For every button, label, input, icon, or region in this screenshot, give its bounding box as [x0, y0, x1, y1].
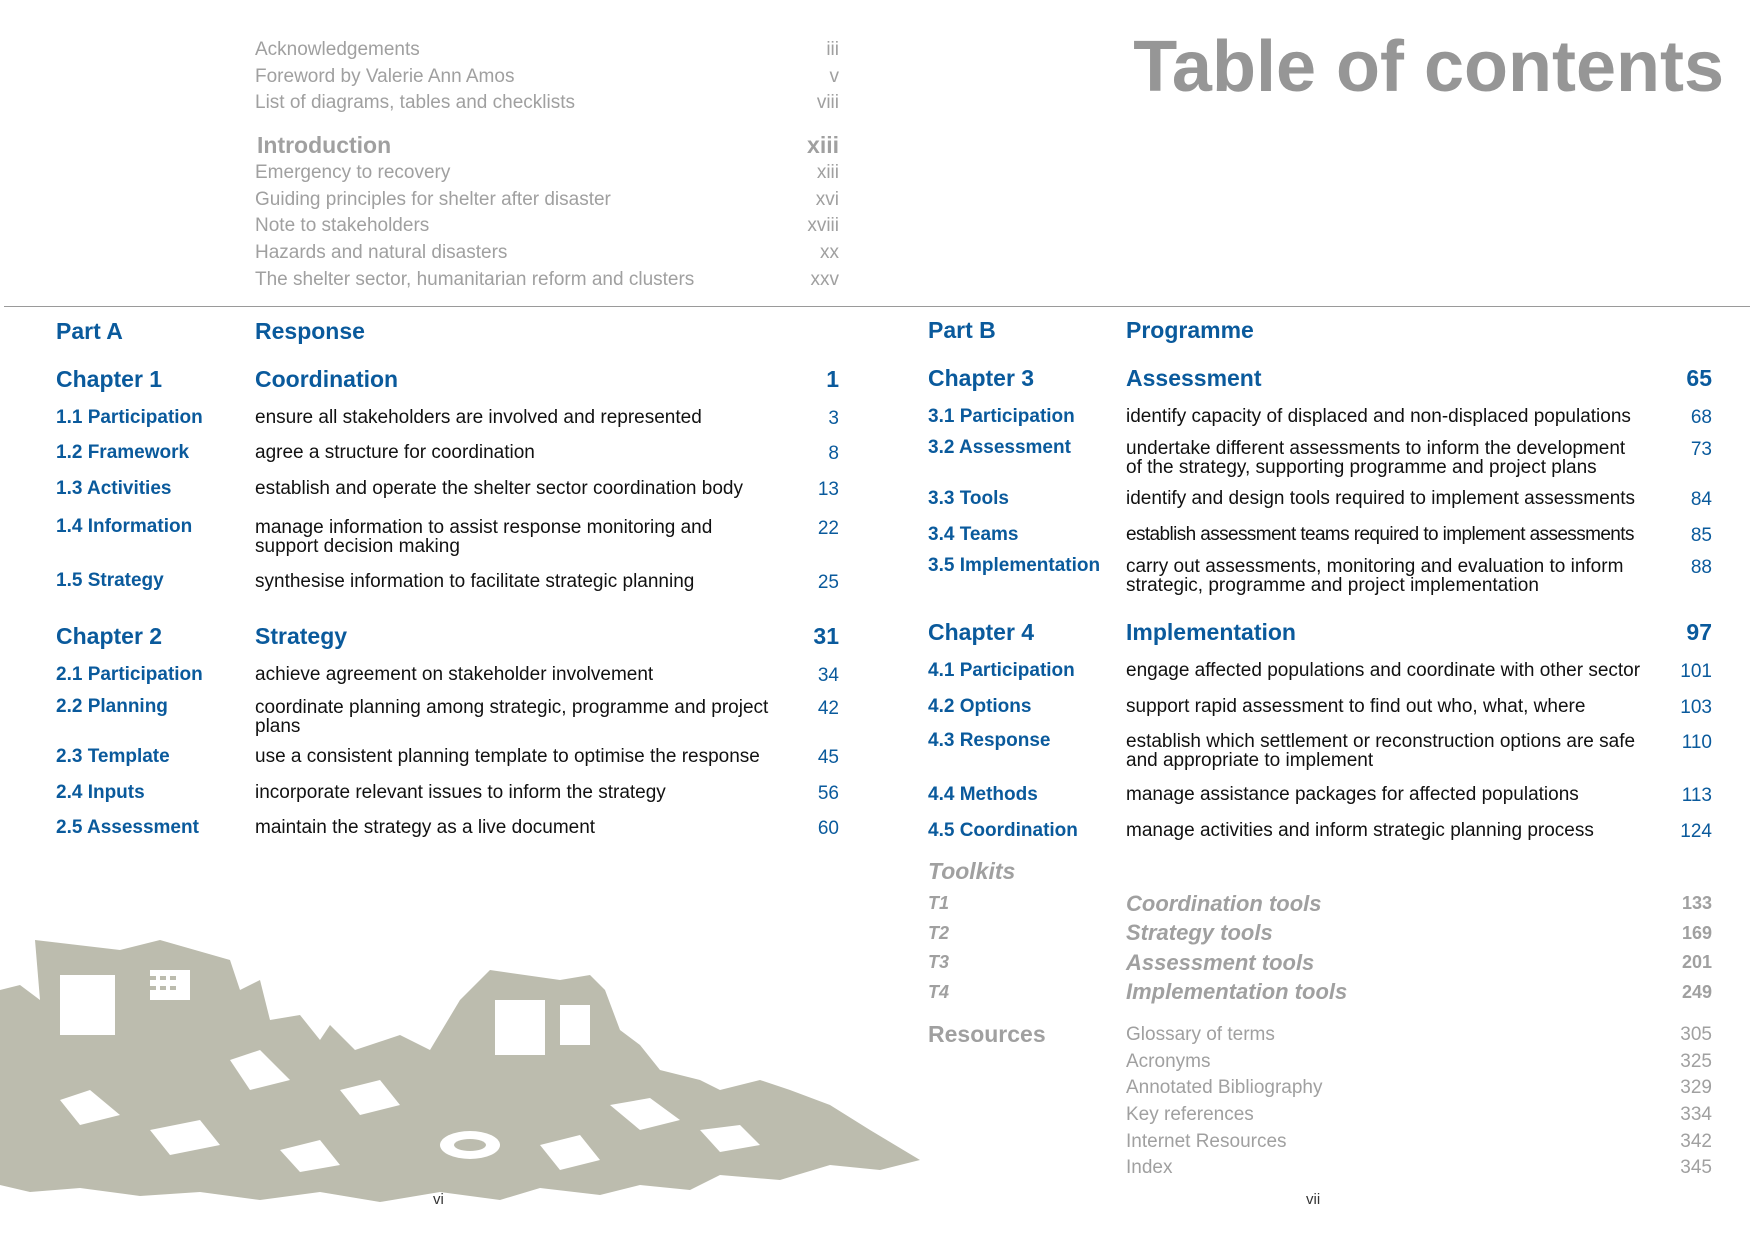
toolkit-t4-name[interactable]: Implementation tools: [1126, 979, 1348, 1004]
section-2-5-desc: maintain the strategy as a live document: [255, 817, 596, 838]
chapter-2-name[interactable]: Strategy: [255, 623, 348, 649]
section-4-3-label[interactable]: 4.3 Response: [928, 730, 1051, 751]
toc-page-shelter-sector: xxv: [810, 269, 839, 290]
chapter-3-label: Chapter 3: [928, 365, 1035, 391]
section-4-1-desc: engage affected populations and coordinate with other sector: [1126, 660, 1641, 681]
chapter-1-name[interactable]: Coordination: [255, 366, 399, 392]
section-3-2-desc: undertake different assessments to inform the development of the strategy, supporting programme and project plans: [1126, 438, 1626, 478]
resource-internet-resources[interactable]: Internet Resources: [1126, 1131, 1287, 1152]
toc-page-emergency-to-recovery: xiii: [816, 162, 839, 183]
chapter-2-label: Chapter 2: [56, 623, 163, 649]
section-2-1-desc: achieve agreement on stakeholder involvement: [255, 664, 654, 685]
resource-glossary[interactable]: Glossary of terms: [1126, 1024, 1275, 1045]
resource-annotated-bibliography[interactable]: Annotated Bibliography: [1126, 1077, 1323, 1098]
section-3-5-page: 88: [1690, 557, 1712, 578]
section-4-5-label[interactable]: 4.5 Coordination: [928, 820, 1078, 841]
section-3-2-page: 73: [1690, 439, 1712, 460]
page-number-right: vii: [1306, 1191, 1321, 1208]
toc-entry-shelter-sector[interactable]: The shelter sector, humanitarian reform and clusters: [255, 269, 695, 290]
resource-glossary-page: 305: [1680, 1024, 1712, 1045]
resource-index[interactable]: Index: [1126, 1157, 1173, 1178]
toc-page-acknowledgements: iii: [826, 39, 839, 60]
toolkit-t2-code: T2: [928, 923, 950, 943]
toolkit-t2-name[interactable]: Strategy tools: [1126, 920, 1273, 945]
resource-index-page: 345: [1680, 1157, 1712, 1178]
section-4-2-label[interactable]: 4.2 Options: [928, 696, 1032, 717]
toc-entry-guiding-principles[interactable]: Guiding principles for shelter after disaster: [255, 189, 611, 210]
section-3-4-label[interactable]: 3.4 Teams: [928, 524, 1019, 545]
section-4-2-desc: support rapid assessment to find out who, what, where: [1126, 696, 1586, 717]
toolkit-t1-page: 133: [1681, 893, 1712, 913]
section-3-2-label[interactable]: 3.2 Assessment: [928, 437, 1071, 458]
resource-annotated-bibliography-page: 329: [1680, 1077, 1712, 1098]
section-3-3-desc: identify and design tools required to implement assessments: [1126, 488, 1636, 509]
part-a-name[interactable]: Response: [255, 318, 365, 344]
section-1-2-desc: agree a structure for coordination: [255, 442, 535, 463]
section-4-4-page: 113: [1681, 785, 1712, 806]
divider-rule: [4, 306, 1750, 307]
section-3-1-page: 68: [1690, 407, 1712, 428]
section-1-1-page: 3: [828, 408, 839, 429]
section-2-4-desc: incorporate relevant issues to inform the strategy: [255, 782, 666, 803]
section-1-3-page: 13: [817, 479, 839, 500]
section-1-2-page: 8: [828, 443, 839, 464]
toolkit-t1-code: T1: [928, 893, 950, 913]
section-1-3-label[interactable]: 1.3 Activities: [56, 478, 172, 499]
section-2-5-label[interactable]: 2.5 Assessment: [56, 817, 199, 838]
chapter-3-page: 65: [1686, 365, 1712, 391]
section-1-4-page: 22: [817, 518, 839, 539]
chapter-2-page: 31: [813, 623, 839, 649]
section-2-5-page: 60: [817, 818, 839, 839]
chapter-4-page: 97: [1686, 619, 1712, 645]
introduction-heading[interactable]: Introduction: [257, 132, 392, 158]
section-3-3-label[interactable]: 3.3 Tools: [928, 488, 1009, 509]
section-3-1-label[interactable]: 3.1 Participation: [928, 406, 1075, 427]
section-3-5-desc: carry out assessments, monitoring and evaluation to inform strategic, programme and project implementation: [1126, 556, 1624, 596]
toolkit-t1-name[interactable]: Coordination tools: [1126, 891, 1322, 916]
section-4-1-label[interactable]: 4.1 Participation: [928, 660, 1075, 681]
section-4-4-label[interactable]: 4.4 Methods: [928, 784, 1038, 805]
resource-acronyms-page: 325: [1680, 1051, 1712, 1072]
resource-internet-resources-page: 342: [1680, 1131, 1712, 1152]
section-1-4-label[interactable]: 1.4 Information: [56, 516, 193, 537]
toc-entry-hazards[interactable]: Hazards and natural disasters: [255, 242, 508, 263]
resources-heading[interactable]: Resources: [928, 1021, 1046, 1047]
chapter-3-name[interactable]: Assessment: [1126, 365, 1262, 391]
section-4-2-page: 103: [1680, 697, 1712, 718]
section-1-3-desc: establish and operate the shelter sector coordination body: [255, 478, 743, 499]
toc-page-hazards: xx: [820, 242, 839, 263]
section-4-4-desc: manage assistance packages for affected populations: [1126, 784, 1579, 805]
toolkit-t3-name[interactable]: Assessment tools: [1126, 950, 1315, 975]
toolkit-t4-page: 249: [1681, 982, 1712, 1002]
part-b-label: Part B: [928, 317, 996, 343]
section-3-3-page: 84: [1690, 489, 1712, 510]
section-2-1-page: 34: [817, 665, 839, 686]
toolkit-t4-code: T4: [928, 982, 950, 1002]
section-4-3-page: 110: [1681, 732, 1712, 753]
page-number-left: vi: [433, 1191, 444, 1208]
part-b-name[interactable]: Programme: [1126, 317, 1254, 343]
section-4-3-desc: establish which settlement or reconstruction options are safe and appropriate to implement: [1126, 731, 1636, 771]
toolkit-t2-page: 169: [1681, 923, 1712, 943]
section-1-5-desc: synthesise information to facilitate strategic planning: [255, 571, 695, 592]
toc-page-list-of-diagrams: viii: [816, 92, 839, 113]
toc-entry-list-of-diagrams[interactable]: List of diagrams, tables and checklists: [255, 92, 575, 113]
section-1-2-label[interactable]: 1.2 Framework: [56, 442, 190, 463]
section-2-4-label[interactable]: 2.4 Inputs: [56, 782, 145, 803]
chapter-1-page: 1: [826, 366, 839, 392]
chapter-4-name[interactable]: Implementation: [1126, 619, 1296, 645]
section-1-1-label[interactable]: 1.1 Participation: [56, 407, 203, 428]
section-4-5-page: 124: [1680, 821, 1712, 842]
section-2-2-desc: coordinate planning among strategic, programme and project plans: [255, 697, 769, 737]
toc-page-note-to-stakeholders: xviii: [807, 215, 839, 236]
part-a-label: Part A: [56, 318, 123, 344]
toolkits-heading[interactable]: Toolkits: [928, 858, 1016, 884]
section-2-1-label[interactable]: 2.1 Participation: [56, 664, 203, 685]
resource-key-references-page: 334: [1680, 1104, 1712, 1125]
section-1-1-desc: ensure all stakeholders are involved and represented: [255, 407, 702, 428]
rubble-illustration: [0, 930, 930, 1220]
introduction-page: xiii: [807, 132, 839, 158]
toc-entry-emergency-to-recovery[interactable]: Emergency to recovery: [255, 162, 451, 183]
section-2-4-page: 56: [817, 783, 839, 804]
chapter-1-label: Chapter 1: [56, 366, 163, 392]
resource-key-references[interactable]: Key references: [1126, 1104, 1254, 1125]
section-3-4-desc: establish assessment teams required to implement assessments: [1126, 524, 1634, 545]
page-title: Table of contents: [1133, 27, 1724, 107]
section-4-5-desc: manage activities and inform strategic planning process: [1126, 820, 1594, 841]
toolkit-t3-page: 201: [1681, 952, 1712, 972]
toolkit-t3-code: T3: [928, 952, 950, 972]
toc-entry-note-to-stakeholders[interactable]: Note to stakeholders: [255, 215, 430, 236]
toc-entry-foreword[interactable]: Foreword by Valerie Ann Amos: [255, 66, 515, 87]
chapter-4-label: Chapter 4: [928, 619, 1035, 645]
section-3-1-desc: identify capacity of displaced and non-displaced populations: [1126, 406, 1631, 427]
section-2-2-label[interactable]: 2.2 Planning: [56, 696, 168, 717]
section-2-3-page: 45: [817, 747, 839, 768]
section-1-5-label[interactable]: 1.5 Strategy: [56, 570, 164, 591]
section-3-4-page: 85: [1690, 525, 1712, 546]
toc-page-foreword: v: [829, 66, 839, 87]
section-1-4-desc: manage information to assist response monitoring and support decision making: [255, 517, 713, 557]
resource-acronyms[interactable]: Acronyms: [1126, 1051, 1211, 1072]
toc-entry-acknowledgements[interactable]: Acknowledgements: [255, 39, 420, 60]
section-2-3-label[interactable]: 2.3 Template: [56, 746, 170, 767]
section-1-5-page: 25: [817, 572, 839, 593]
section-3-5-label[interactable]: 3.5 Implementation: [928, 555, 1101, 576]
toc-page-guiding-principles: xvi: [815, 189, 839, 210]
section-2-3-desc: use a consistent planning template to optimise the response: [255, 746, 760, 767]
section-4-1-page: 101: [1680, 661, 1712, 682]
section-2-2-page: 42: [817, 698, 839, 719]
